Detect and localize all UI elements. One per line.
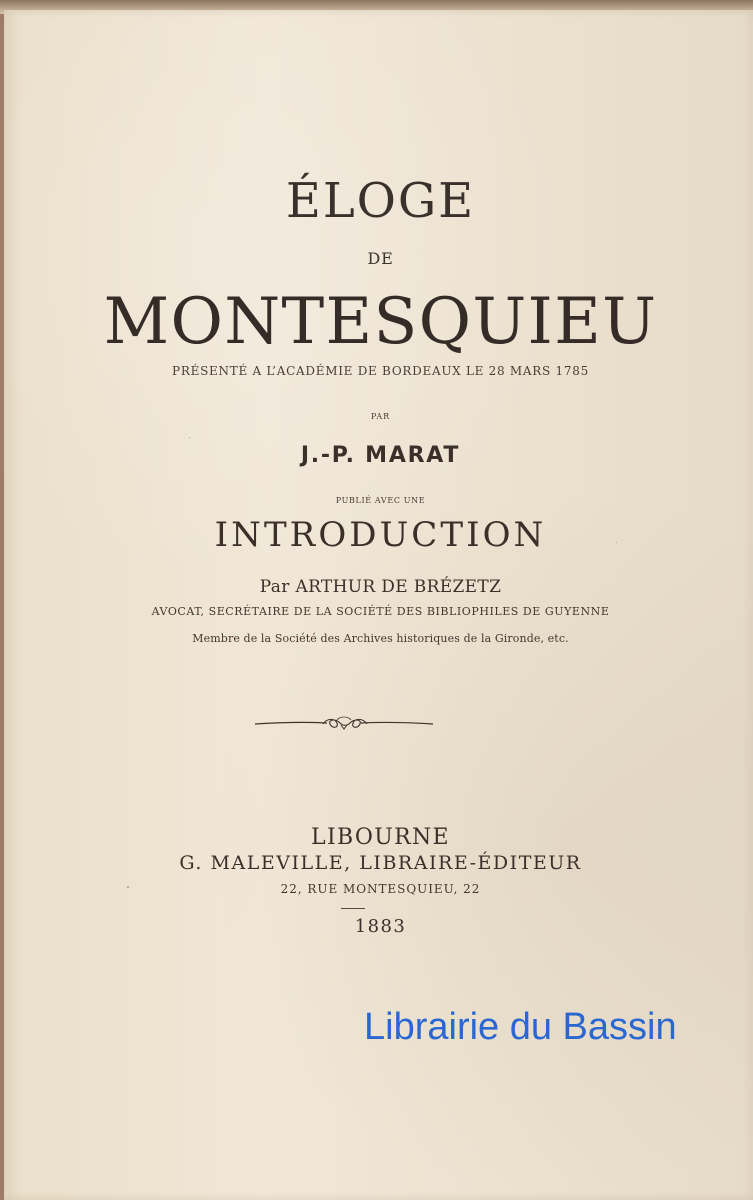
heading-montesquieu: MONTESQUIEU — [103, 285, 658, 359]
title-page — [4, 10, 753, 1200]
introduction-author: Par ARTHUR DE BRÉZETZ — [259, 577, 502, 597]
paper-speck — [189, 437, 190, 438]
presentation-line: PRÉSENTÉ A L’ACADÉMIE DE BORDEAUX LE 28 MARS 1785 — [172, 364, 589, 378]
byline-par: PAR — [370, 412, 391, 421]
introduction-author-title: AVOCAT, SECRÉTAIRE DE LA SOCIÉTÉ DES BIBLIOPHILES DE GUYENNE — [151, 605, 610, 618]
author-name: J.-P. MARAT — [300, 443, 461, 468]
bookseller-watermark: Librairie du Bassin — [364, 1006, 677, 1048]
heading-eloge: ÉLOGE — [285, 173, 476, 229]
heading-de: DE — [367, 249, 394, 268]
published-with: PUBLIÉ AVEC UNE — [335, 496, 426, 505]
imprint-city: LIBOURNE — [311, 825, 450, 850]
introduction-heading: INTRODUCTION — [214, 515, 547, 555]
imprint-year: 1883 — [354, 916, 407, 937]
paper-speck — [127, 886, 129, 888]
imprint-publisher: G. MALEVILLE, LIBRAIRE-ÉDITEUR — [179, 852, 582, 874]
paper-speck — [616, 542, 617, 543]
imprint-address: 22, RUE MONTESQUIEU, 22 — [280, 882, 481, 896]
ornamental-divider — [253, 713, 435, 735]
imprint-rule — [341, 908, 365, 909]
society-membership: Membre de la Société des Archives historiques de la Gironde, etc. — [192, 632, 569, 645]
